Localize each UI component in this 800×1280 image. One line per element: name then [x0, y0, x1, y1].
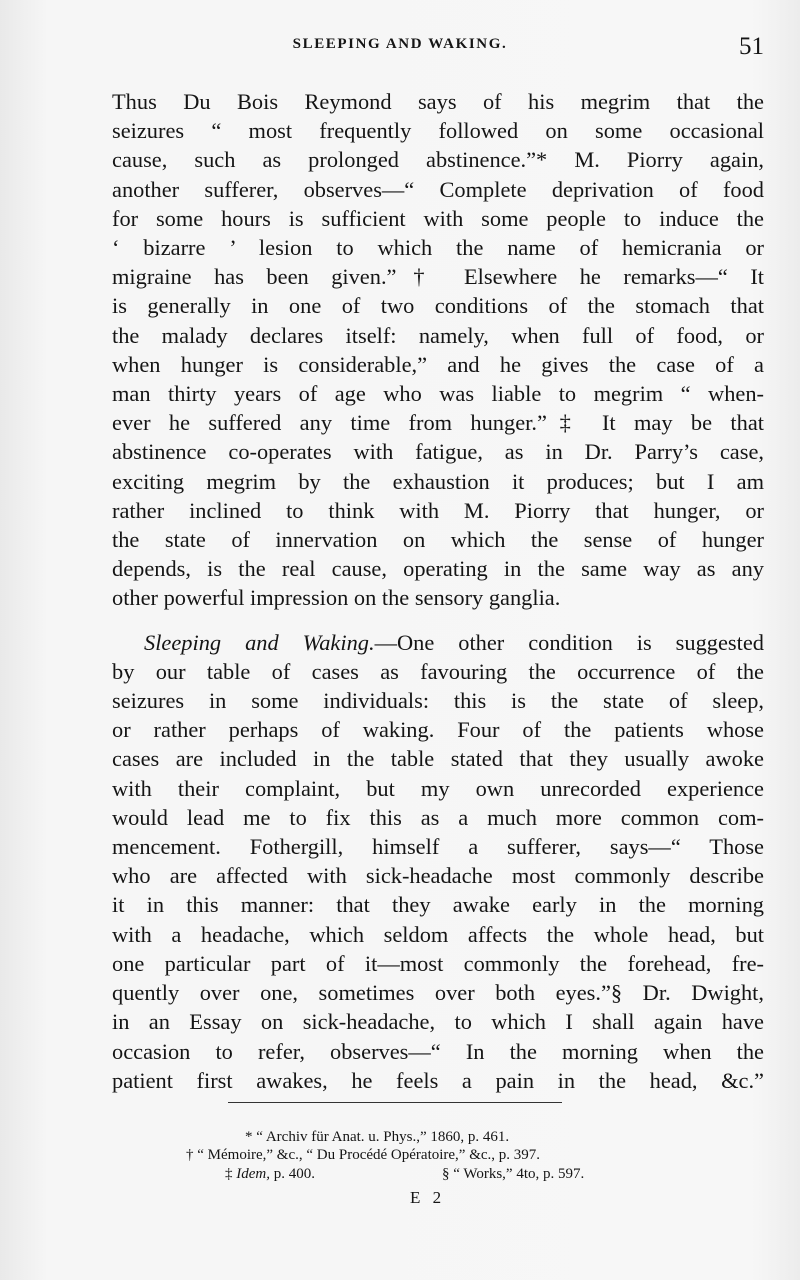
footnote-mark: ‡: [225, 1166, 233, 1182]
footnote-3: [225, 1164, 315, 1184]
text-line: ever he suffered any time from hunger.”‡ It may be that: [112, 410, 764, 436]
text-line: the malady declares itself: namely, when full of food, or: [112, 322, 764, 348]
footnote-italic: Idem,: [236, 1166, 270, 1182]
text-line: one particular part of it—most commonly the forehead, fre-: [112, 950, 764, 976]
text-line: Thus Du Bois Reymond says of his megrim that the: [112, 89, 764, 114]
section-first-line: [112, 628, 764, 657]
text-line: mencement. Fothergill, himself a sufferer, says—“ Those: [112, 834, 764, 860]
paragraph-2: [112, 628, 764, 1095]
text-line: quently over one, sometimes over both eyes.”§ Dr. Dwight,: [112, 980, 764, 1006]
text-line: is generally in one of two conditions of the stomach that: [112, 293, 764, 319]
text-line: other powerful impression on the sensory ganglia.: [112, 585, 561, 611]
text-line: rather inclined to think with M. Piorry that hunger, or: [112, 497, 764, 523]
text-fragment: —One other condition is suggested: [374, 629, 764, 655]
footnote-text: p. 400.: [273, 1166, 315, 1182]
text-line: the state of innervation on which the sense of hunger: [112, 527, 764, 553]
footnote-1: * “ Archiv für Anat. u. Phys.,” 1860, p. 461.: [245, 1129, 510, 1145]
text-line: seizures “ most frequently followed on some occasional: [112, 118, 764, 144]
text-line: migraine has been given.”† Elsewhere he remarks—“ It: [112, 264, 764, 290]
text-line: in an Essay on sick-headache, to which I shall again have: [112, 1009, 764, 1035]
paragraph-1: [112, 87, 764, 613]
text-line: exciting megrim by the exhaustion it produces; but I am: [112, 468, 764, 494]
section-heading: Sleeping and Waking.: [144, 629, 375, 655]
page-number: 51: [739, 33, 764, 60]
text-line: it in this manner: that they awake early in the morning: [112, 892, 764, 918]
text-line: when hunger is considerable,” and he gives the case of a: [112, 351, 764, 377]
text-line: depends, is the real cause, operating in the same way as any: [112, 556, 764, 582]
text-line: cases are included in the table stated that they usually awoke: [112, 746, 764, 772]
text-line: occasion to refer, observes—“ In the morning when the: [112, 1038, 764, 1064]
text-line: by our table of cases as favouring the occurrence of the: [112, 658, 764, 684]
footnote-4: § “ Works,” 4to, p. 597.: [442, 1166, 585, 1182]
text-line: man thirty years of age who was liable to megrim “ when-: [112, 381, 764, 407]
running-header: SLEEPING AND WAKING.: [292, 36, 508, 52]
text-line: with a headache, which seldom affects the whole head, but: [112, 921, 764, 947]
body-text: [112, 87, 764, 1095]
text-line: seizures in some individuals: this is the state of sleep,: [112, 688, 764, 714]
text-line: who are affected with sick-headache most commonly describe: [112, 863, 764, 889]
signature-mark: E 2: [410, 1188, 446, 1207]
footnote-2: † “ Mémoire,” &c., “ Du Procédé Opératoire,” &c., p. 397.: [186, 1147, 541, 1163]
text-line: or rather perhaps of waking. Four of the patients whose: [112, 717, 764, 743]
text-line: abstinence co-operates with fatigue, as in Dr. Parry’s case,: [112, 439, 764, 465]
text-line: patient first awakes, he feels a pain in the head, &c.”: [112, 1067, 764, 1093]
text-line: would lead me to fix this as a much more common com-: [112, 804, 764, 830]
text-line: for some hours is sufficient with some people to induce the: [112, 205, 764, 231]
text-line: cause, such as prolonged abstinence.”* M. Piorry again,: [112, 147, 764, 173]
text-line: another sufferer, observes—“ Complete deprivation of food: [112, 176, 764, 202]
text-line: ‘ bizarre ’ lesion to which the name of hemicrania or: [112, 235, 764, 261]
text-line: with their complaint, but my own unrecorded experience: [112, 775, 764, 801]
footnote-divider: [228, 1102, 562, 1103]
